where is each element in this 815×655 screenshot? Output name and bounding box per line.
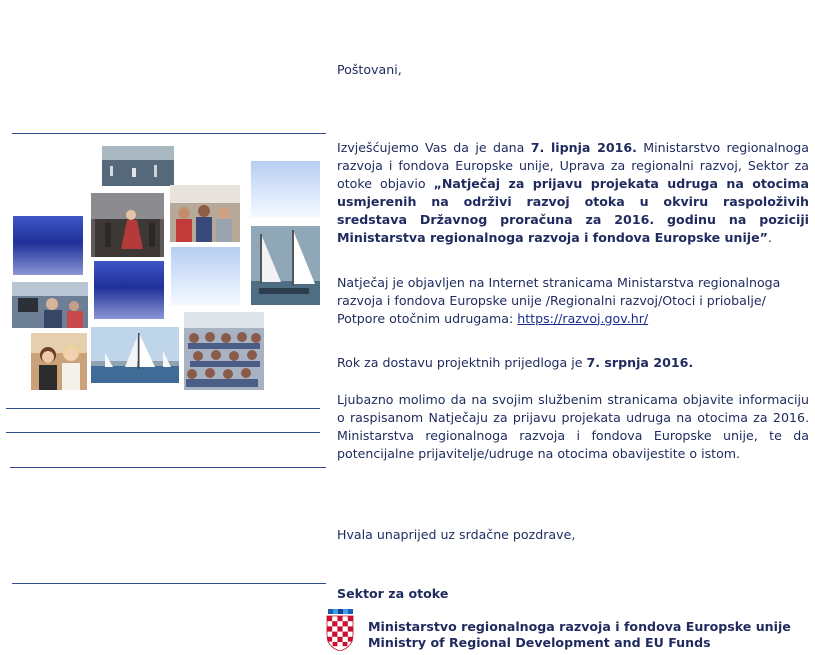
divider-line — [6, 408, 320, 409]
deadline-text: Rok za dostavu projektnih prijedloga je — [337, 354, 587, 370]
croatian-coat-of-arms-icon — [324, 609, 356, 651]
divider-line — [10, 467, 326, 468]
divider-line — [12, 133, 326, 134]
collage-tile-pale — [251, 161, 320, 217]
collage-tile-blue — [13, 216, 83, 275]
ministry-name-croatian: Ministarstvo regionalnoga razvoja i fondova Europske unije — [368, 619, 791, 634]
divider-line — [6, 432, 320, 433]
publication-paragraph — [337, 274, 809, 328]
collage-photo-women — [31, 333, 87, 390]
collage-photo-regatta — [91, 327, 179, 383]
announcement-date: 7. lipnja 2016. — [530, 139, 637, 155]
collage-tile-blue — [94, 261, 164, 319]
announcement-text: Izvješćujemo Vas da je dana — [337, 139, 531, 155]
announcement-text: Ministarstvo regionalnoga razvoja i fondova Europske unije, Uprava za regionalni razvoj, Sektor za otoke objavio — [337, 139, 809, 191]
publication-text: Natječaj je objavljen na Internet stranicama Ministarstva regionalnoga razvoja i fondova Europske unije /Regionalni razvoj/Otoci i priobalje/ Potpore otočnim udrugama: — [337, 274, 781, 326]
divider-line — [12, 583, 326, 584]
ministry-website-link[interactable]: https://razvoj.gov.hr/ — [517, 310, 649, 326]
request-paragraph: Ljubazno molimo da na svojim službenim stranicama objavite informaciju o raspisanom Natječaju za prijavu projekata udruga na otocima za 2016. Ministarstva regionalnoga razvoja i fondova Europske unije, te da potencijalne prijavitelje/udruge na otocima obavijestite o istom. — [337, 391, 809, 461]
footer — [324, 607, 804, 651]
announcement-text: . — [767, 229, 772, 245]
deadline-paragraph — [337, 354, 809, 372]
collage-photo-harbor — [102, 146, 174, 186]
signature: Sektor za otoke — [337, 585, 449, 601]
ministry-name-english: Ministry of Regional Development and EU Funds — [368, 635, 711, 650]
collage-tile-pale — [171, 247, 240, 305]
collage-photo-sailboats — [251, 226, 320, 305]
greeting: Poštovani, — [337, 61, 402, 77]
collage-photo-dance — [91, 193, 164, 257]
closing-line: Hvala unaprijed uz srdačne pozdrave, — [337, 526, 576, 542]
collage-photo-camera — [12, 282, 88, 328]
collage-photo-group — [170, 185, 240, 242]
deadline-date: 7. srpnja 2016. — [586, 354, 694, 370]
collage-photo-audience — [184, 312, 264, 390]
announcement-paragraph — [337, 139, 809, 247]
tender-title: „Natječaj za prijavu projekata udruga na otocima usmjerenih na održivi razvoj otoka u okviru raspoloživih sredstava Državnog proračuna za 2016. godinu na poziciji Ministarstva regionalnoga razvoja i fondova Europske unije” — [337, 175, 809, 245]
